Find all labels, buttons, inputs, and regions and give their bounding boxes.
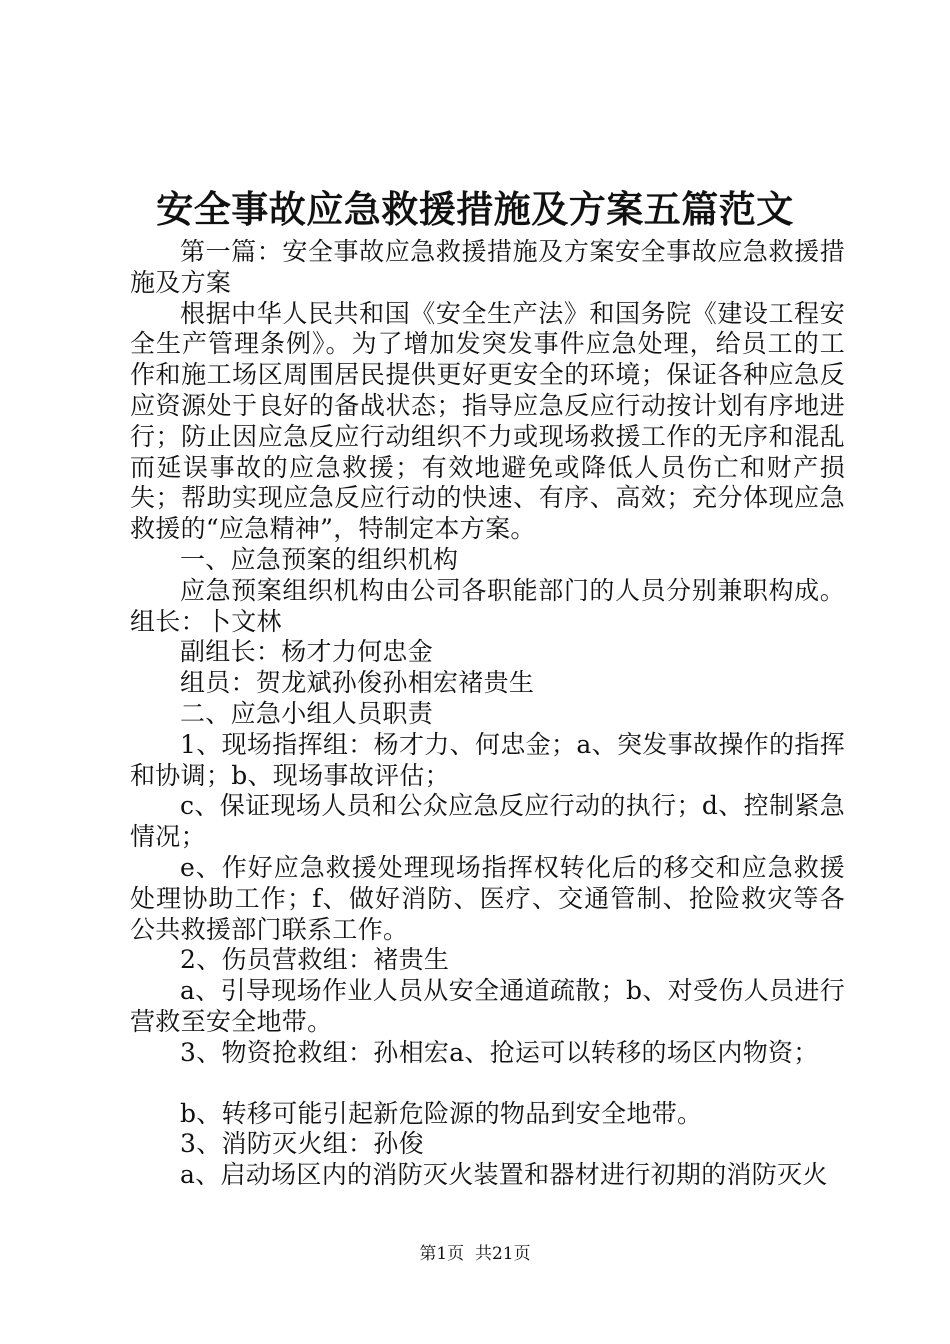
- paragraph: a、引导现场作业人员从安全通道疏散；b、对受伤人员进行营救至安全地带。: [130, 976, 845, 1036]
- paragraph: a、启动场区内的消防灭火装置和器材进行初期的消防灭火: [180, 1160, 828, 1190]
- paragraph: e、作好应急救援处理现场指挥权转化后的移交和应急救援处理协助工作；f、做好消防、医疗、交通管制、抢险救灾等各公共救援部门联系工作。: [130, 852, 845, 944]
- paragraph: 应急预案组织机构由公司各职能部门的人员分别兼职构成。组长：卜文林: [130, 575, 845, 636]
- paragraph: 3、消防灭火组：孙俊: [180, 1129, 424, 1159]
- document-body: [130, 237, 845, 1191]
- page-footer: [0, 1242, 950, 1266]
- section-heading: 二、应急小组人员职责: [180, 698, 434, 728]
- paragraph: b、转移可能引起新危险源的物品到安全地带。: [180, 1098, 703, 1128]
- paragraph: c、保证现场人员和公众应急反应行动的执行；d、控制紧急情况；: [130, 791, 845, 852]
- section-heading: 一、应急预案的组织机构: [180, 544, 459, 574]
- paragraph: 3、物资抢救组：孙相宏a、抢运可以转移的场区内物资；: [180, 1037, 819, 1067]
- page-number: 第1页 共21页: [419, 1244, 531, 1264]
- paragraph: 组员：贺龙斌孙俊孙相宏褚贵生: [180, 668, 535, 698]
- paragraph: 根据中华人民共和国《安全生产法》和国务院《建设工程安全生产管理条例》。为了增加发突发事件应急处理，给员工的工作和施工场区周围居民提供更好更安全的环境；保证各种应急反应资源处于良好的备战状态；指导应急反应行动按计划有序地进行；防止因应急反应行动组织不力或现场救援工作的无序和混乱而延误事故的应急救援；有效地避免或降低人员伤亡和财产损失；帮助实现应急反应行动的快速、有序、高效；充分体现应急救援的“应急精神”，特制定本方案。: [130, 298, 845, 544]
- paragraph: 2、伤员营救组：褚贵生: [180, 945, 450, 975]
- paragraph: 1、现场指挥组：杨才力、何忠金；a、突发事故操作的指挥和协调；b、现场事故评估；: [130, 729, 845, 790]
- document-title: 安全事故应急救援措施及方案五篇范文: [156, 187, 794, 231]
- paragraph: 第一篇：安全事故应急救援措施及方案安全事故应急救援措施及方案: [130, 237, 845, 297]
- paragraph: 副组长：杨才力何忠金: [180, 637, 434, 667]
